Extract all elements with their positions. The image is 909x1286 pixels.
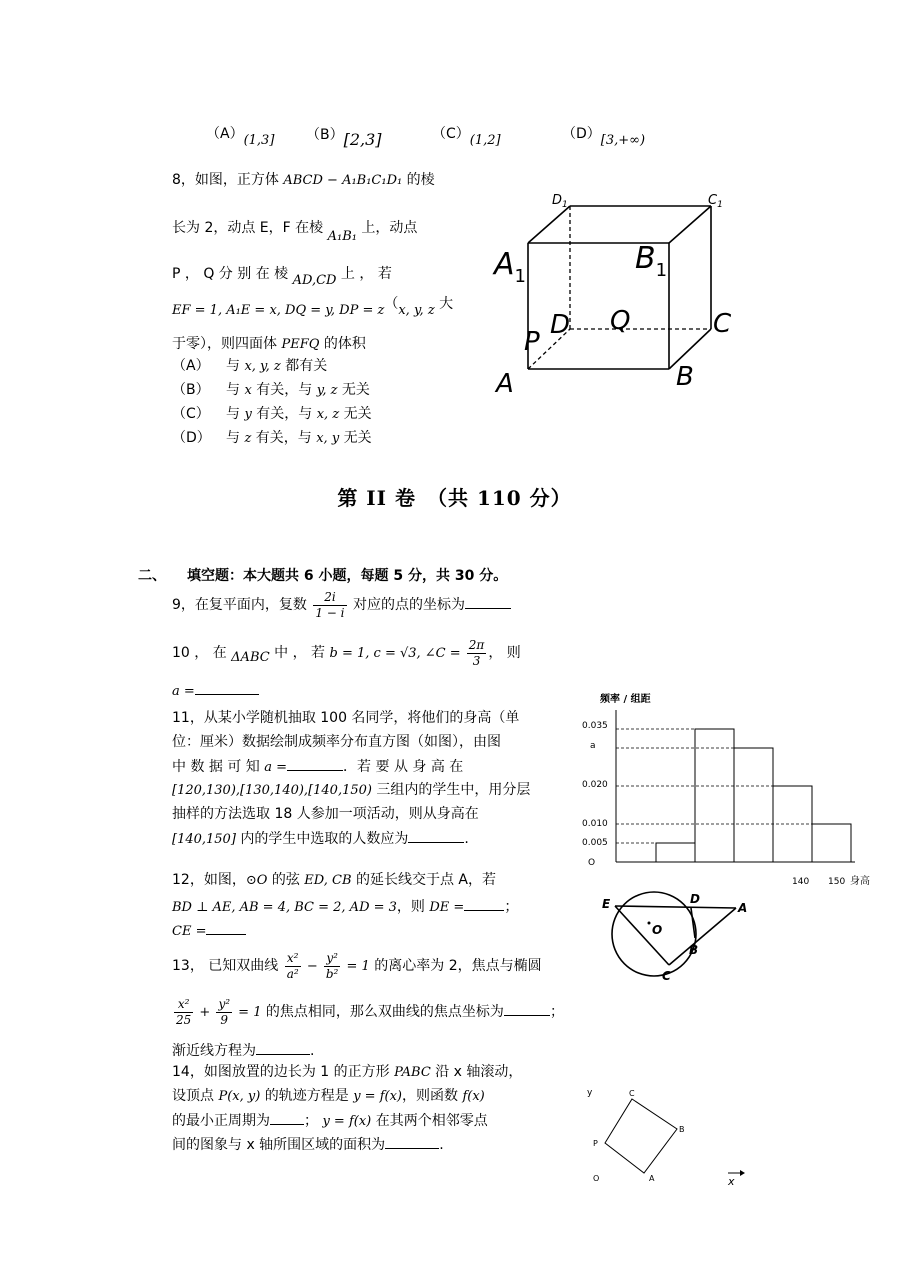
- text: 13， 已知双曲线: [172, 958, 283, 974]
- label-b: B: [689, 943, 699, 957]
- q12-de-blank[interactable]: [464, 896, 504, 911]
- text: 长为 2，动点 E，F 在棱: [172, 220, 328, 236]
- q10-line-2: [172, 680, 259, 702]
- q14-line-3: [172, 1110, 488, 1132]
- label-c: C: [629, 1089, 635, 1098]
- label-b1: $B_1$: [635, 241, 668, 281]
- label-c: C: [662, 969, 671, 983]
- option-math: (1,3]: [243, 133, 275, 148]
- numerator: 2π: [468, 637, 485, 652]
- math: AD,CD: [292, 273, 337, 288]
- histogram-bar: [734, 748, 773, 862]
- text: 中 数 据 可 知: [172, 759, 265, 775]
- cube-figure: [480, 180, 750, 400]
- q9-answer-blank[interactable]: [465, 594, 511, 609]
- text: 在其两个相邻零点: [371, 1113, 488, 1129]
- text: 与: [226, 382, 245, 398]
- line-ca: [669, 908, 736, 965]
- ytick-0020: 0.020: [582, 780, 608, 790]
- q13-line-1: [172, 946, 542, 987]
- denominator: b²: [325, 966, 339, 981]
- q10-fraction: [467, 638, 487, 669]
- option-math: [3,+∞): [600, 133, 646, 148]
- text: 都有关: [280, 358, 328, 374]
- text: 沿 x 轴滚动，: [430, 1064, 523, 1080]
- q13-focus-blank[interactable]: [504, 1001, 550, 1016]
- q14-line-4: [172, 1134, 444, 1155]
- center-point: [648, 922, 651, 925]
- label-d1: $D_1$: [552, 193, 568, 210]
- option-label: （B）: [306, 127, 344, 143]
- text: 的棱: [402, 172, 435, 188]
- q11-line-4: [172, 780, 530, 801]
- text: 有关，与: [251, 430, 317, 446]
- text: 的焦点相同，那么双曲线的焦点坐标为: [261, 1004, 504, 1020]
- q14-period-blank[interactable]: [270, 1110, 304, 1125]
- text: 14，如图放置的边长为 1 的正方形: [172, 1064, 395, 1080]
- denominator: 9: [220, 1012, 229, 1027]
- option-label: （C）: [432, 126, 470, 142]
- denominator: 1 − i: [315, 605, 345, 620]
- text: 与: [226, 430, 245, 446]
- square-figure: [580, 1075, 750, 1190]
- text: 9，在复平面内，复数: [172, 597, 312, 613]
- label-d: D: [550, 310, 571, 340]
- square-pabc: [605, 1099, 677, 1173]
- xtick-150: 150: [828, 877, 846, 887]
- label-a1: $A_1$: [494, 247, 526, 287]
- q7-option-b: [306, 124, 382, 149]
- text: ；: [304, 1113, 323, 1129]
- ytick-0010: 0.010: [582, 819, 608, 829]
- histogram-bar: [656, 843, 695, 862]
- text: 大: [434, 296, 454, 312]
- denominator: 25: [176, 1012, 192, 1027]
- q7-option-c: [432, 124, 501, 148]
- q13-ellipse-frac-y: [216, 997, 232, 1028]
- q12-line-3: [172, 920, 246, 942]
- math: x, y, z: [398, 303, 435, 318]
- text: ，则函数: [402, 1088, 463, 1104]
- q13-asymptote-blank[interactable]: [256, 1040, 310, 1055]
- origin-label: O: [588, 858, 596, 868]
- text: ，则: [396, 899, 430, 915]
- text: 有关，与: [251, 382, 317, 398]
- q8-line-2: [172, 218, 418, 244]
- label-p: P: [593, 1139, 598, 1148]
- histogram-figure: [580, 688, 880, 888]
- numerator: x²: [174, 997, 193, 1013]
- text: ；: [549, 1004, 564, 1020]
- xaxis-label: 身高: [850, 876, 870, 887]
- numerator: y²: [218, 996, 231, 1011]
- q13-frac-x: [285, 951, 301, 982]
- math: y = f(x): [322, 1114, 372, 1129]
- label-y: y: [587, 1088, 593, 1098]
- text: 的体积: [319, 336, 366, 352]
- math: CE =: [172, 924, 207, 939]
- q8-option-b: [172, 380, 370, 401]
- q13-line-3: [172, 1040, 314, 1061]
- math: x, y, z: [244, 359, 281, 374]
- label-d: D: [690, 892, 700, 906]
- xtick-140: 140: [792, 877, 810, 887]
- text: （: [384, 296, 399, 312]
- text: 中 ， 若: [269, 645, 330, 661]
- option-label: （B）: [172, 382, 210, 398]
- text: ．若 要 从 身 高 在: [343, 759, 464, 775]
- q12-ce-blank[interactable]: [206, 920, 246, 935]
- math: +: [195, 1005, 215, 1020]
- math: DE =: [429, 900, 465, 915]
- denominator: 3: [472, 653, 481, 668]
- text: 的轨迹方程是: [260, 1088, 354, 1104]
- math: ED, CB: [304, 873, 352, 888]
- text: ；: [504, 899, 519, 915]
- math: x, y: [316, 431, 340, 446]
- math: z: [244, 431, 252, 446]
- math: BD ⊥ AE, AB = 4, BC = 2, AD = 3: [172, 900, 397, 915]
- math: b = 1, c = √3, ∠C =: [329, 646, 465, 661]
- q14-area-blank[interactable]: [385, 1134, 439, 1149]
- q13-line-2: [172, 992, 564, 1033]
- math: ⊙O: [245, 873, 268, 888]
- math: PEFQ: [281, 337, 320, 352]
- q7-option-a: [206, 124, 275, 148]
- q12-line-1: [172, 870, 496, 891]
- text: 三组内的学生中，用分层: [371, 782, 531, 798]
- math: [140,150]: [172, 832, 236, 847]
- math: A₁B₁: [327, 229, 357, 244]
- option-math: (1,2]: [469, 133, 501, 148]
- math: = 1: [234, 1005, 262, 1020]
- q11-line-1: 11，从某小学随机抽取 100 名同学，将他们的身高（单: [172, 710, 520, 726]
- histogram-bar: [695, 729, 734, 862]
- q7-option-d: [562, 124, 646, 148]
- text: .: [464, 831, 469, 847]
- label-o: O: [593, 1174, 600, 1183]
- line-ea: [615, 906, 736, 908]
- x-arrow-head: [740, 1170, 745, 1176]
- math: = 1: [342, 959, 370, 974]
- math: x: [244, 383, 252, 398]
- math: ABCD − A₁B₁C₁D₁: [283, 173, 403, 188]
- label-x: x: [728, 1175, 735, 1188]
- text: 无关: [337, 382, 370, 398]
- q9-fraction: [313, 590, 346, 621]
- option-label: （D）: [172, 430, 211, 446]
- math: P(x, y): [218, 1089, 261, 1104]
- math: f(x): [462, 1089, 485, 1104]
- option-label: （D）: [562, 126, 601, 142]
- label-c: C: [713, 309, 732, 339]
- option-label: （A）: [206, 126, 244, 142]
- text: 对应的点的坐标为: [348, 597, 465, 613]
- ytick-a: a: [590, 741, 596, 751]
- text: P ， Q 分 别 在 棱: [172, 266, 293, 282]
- math: −: [302, 959, 322, 974]
- label-a: A: [738, 901, 748, 915]
- text: 渐近线方程为: [172, 1043, 256, 1059]
- text: 12，如图，: [172, 872, 246, 888]
- q8-option-d: [172, 428, 372, 449]
- q11-line-2: 位：厘米）数据绘制成频率分布直方图（如图），由图: [172, 734, 501, 750]
- text: 上，动点: [356, 220, 418, 236]
- q14-line-1: [172, 1062, 522, 1083]
- text: 的离心率为 2，焦点与椭圆: [369, 958, 542, 974]
- text: 设顶点: [172, 1088, 219, 1104]
- q11-line-6: [172, 828, 469, 850]
- option-math: [2,3]: [343, 130, 382, 149]
- edge-b1c1: [669, 206, 711, 243]
- math: a =: [172, 684, 195, 699]
- edge-a1d1: [528, 206, 570, 243]
- math: [120,130),[130,140),[140,150): [172, 783, 372, 798]
- text: 有关，与: [251, 406, 317, 422]
- text: 8，如图，正方体: [172, 172, 284, 188]
- circle-figure: [598, 888, 758, 988]
- text: .: [439, 1137, 444, 1153]
- label-b: B: [679, 1125, 685, 1134]
- q10-line-1: [172, 636, 521, 671]
- q11-line-5: 抽样的方法选取 18 人参加一项活动，则从身高在: [172, 806, 479, 822]
- label-p: P: [524, 327, 540, 357]
- label-b: B: [676, 362, 694, 392]
- math: a =: [264, 760, 288, 775]
- ytick-0005: 0.005: [582, 838, 608, 848]
- q13-ellipse-frac-x: [174, 997, 193, 1028]
- text: 与: [226, 406, 245, 422]
- math: ΔABC: [231, 650, 270, 665]
- histogram-ylabel: 频率 / 组距: [600, 694, 651, 705]
- text: .: [310, 1043, 315, 1059]
- q10-answer-blank[interactable]: [195, 680, 259, 695]
- q12-line-2: [172, 896, 518, 918]
- math: x, z: [316, 407, 340, 422]
- q8-line-4: [172, 294, 454, 318]
- math: PABC: [394, 1065, 431, 1080]
- option-label: （C）: [172, 406, 210, 422]
- part-ii-title: 第 II 卷 （共 110 分）: [337, 486, 572, 510]
- label-q: Q: [610, 306, 631, 336]
- label-c1: $C_1$: [708, 193, 723, 210]
- q8-option-a: [172, 356, 327, 377]
- q11-line-3: [172, 756, 463, 778]
- numerator: 2i: [313, 590, 346, 606]
- text: ， 则: [488, 645, 521, 661]
- q8-line-1: [172, 170, 435, 191]
- text: 与: [226, 358, 245, 374]
- option-label: （A）: [172, 358, 210, 374]
- text: 无关: [339, 406, 372, 422]
- q8-line-3: [172, 264, 392, 288]
- denominator: a²: [286, 966, 299, 981]
- math: y = f(x): [353, 1089, 402, 1104]
- text: 的弦: [267, 872, 305, 888]
- label-a: A: [496, 369, 514, 399]
- math: y: [244, 407, 252, 422]
- q8-option-c: [172, 404, 372, 425]
- text: 无关: [339, 430, 372, 446]
- label-e: E: [602, 897, 611, 911]
- ytick-0035: 0.035: [582, 721, 608, 731]
- q14-line-2: [172, 1086, 485, 1107]
- math: y, z: [316, 383, 338, 398]
- section-two-header: 二、 填空题：本大题共 6 小题，每题 5 分，共 30 分。: [138, 568, 508, 584]
- numerator: y²: [324, 951, 341, 967]
- q13-frac-y: [324, 951, 341, 982]
- text: 的延长线交于点 A，若: [351, 872, 496, 888]
- text: 内的学生中选取的人数应为: [235, 831, 409, 847]
- label-o: O: [652, 923, 663, 937]
- text: 10 ， 在: [172, 645, 232, 661]
- text: 上 ， 若: [336, 266, 392, 282]
- numerator: x²: [285, 951, 301, 967]
- text: 间的图象与 x 轴所围区域的面积为: [172, 1137, 386, 1153]
- q11-count-blank[interactable]: [408, 828, 464, 843]
- label-a: A: [649, 1174, 655, 1183]
- math: EF = 1, A₁E = x, DQ = y, DP = z: [172, 303, 385, 318]
- histogram-bar: [812, 824, 851, 862]
- text: 于零），则四面体: [172, 336, 282, 352]
- q8-line-5: [172, 334, 366, 355]
- q9: [172, 588, 511, 622]
- q11-a-blank[interactable]: [287, 756, 343, 771]
- text: 的最小正周期为: [172, 1113, 270, 1129]
